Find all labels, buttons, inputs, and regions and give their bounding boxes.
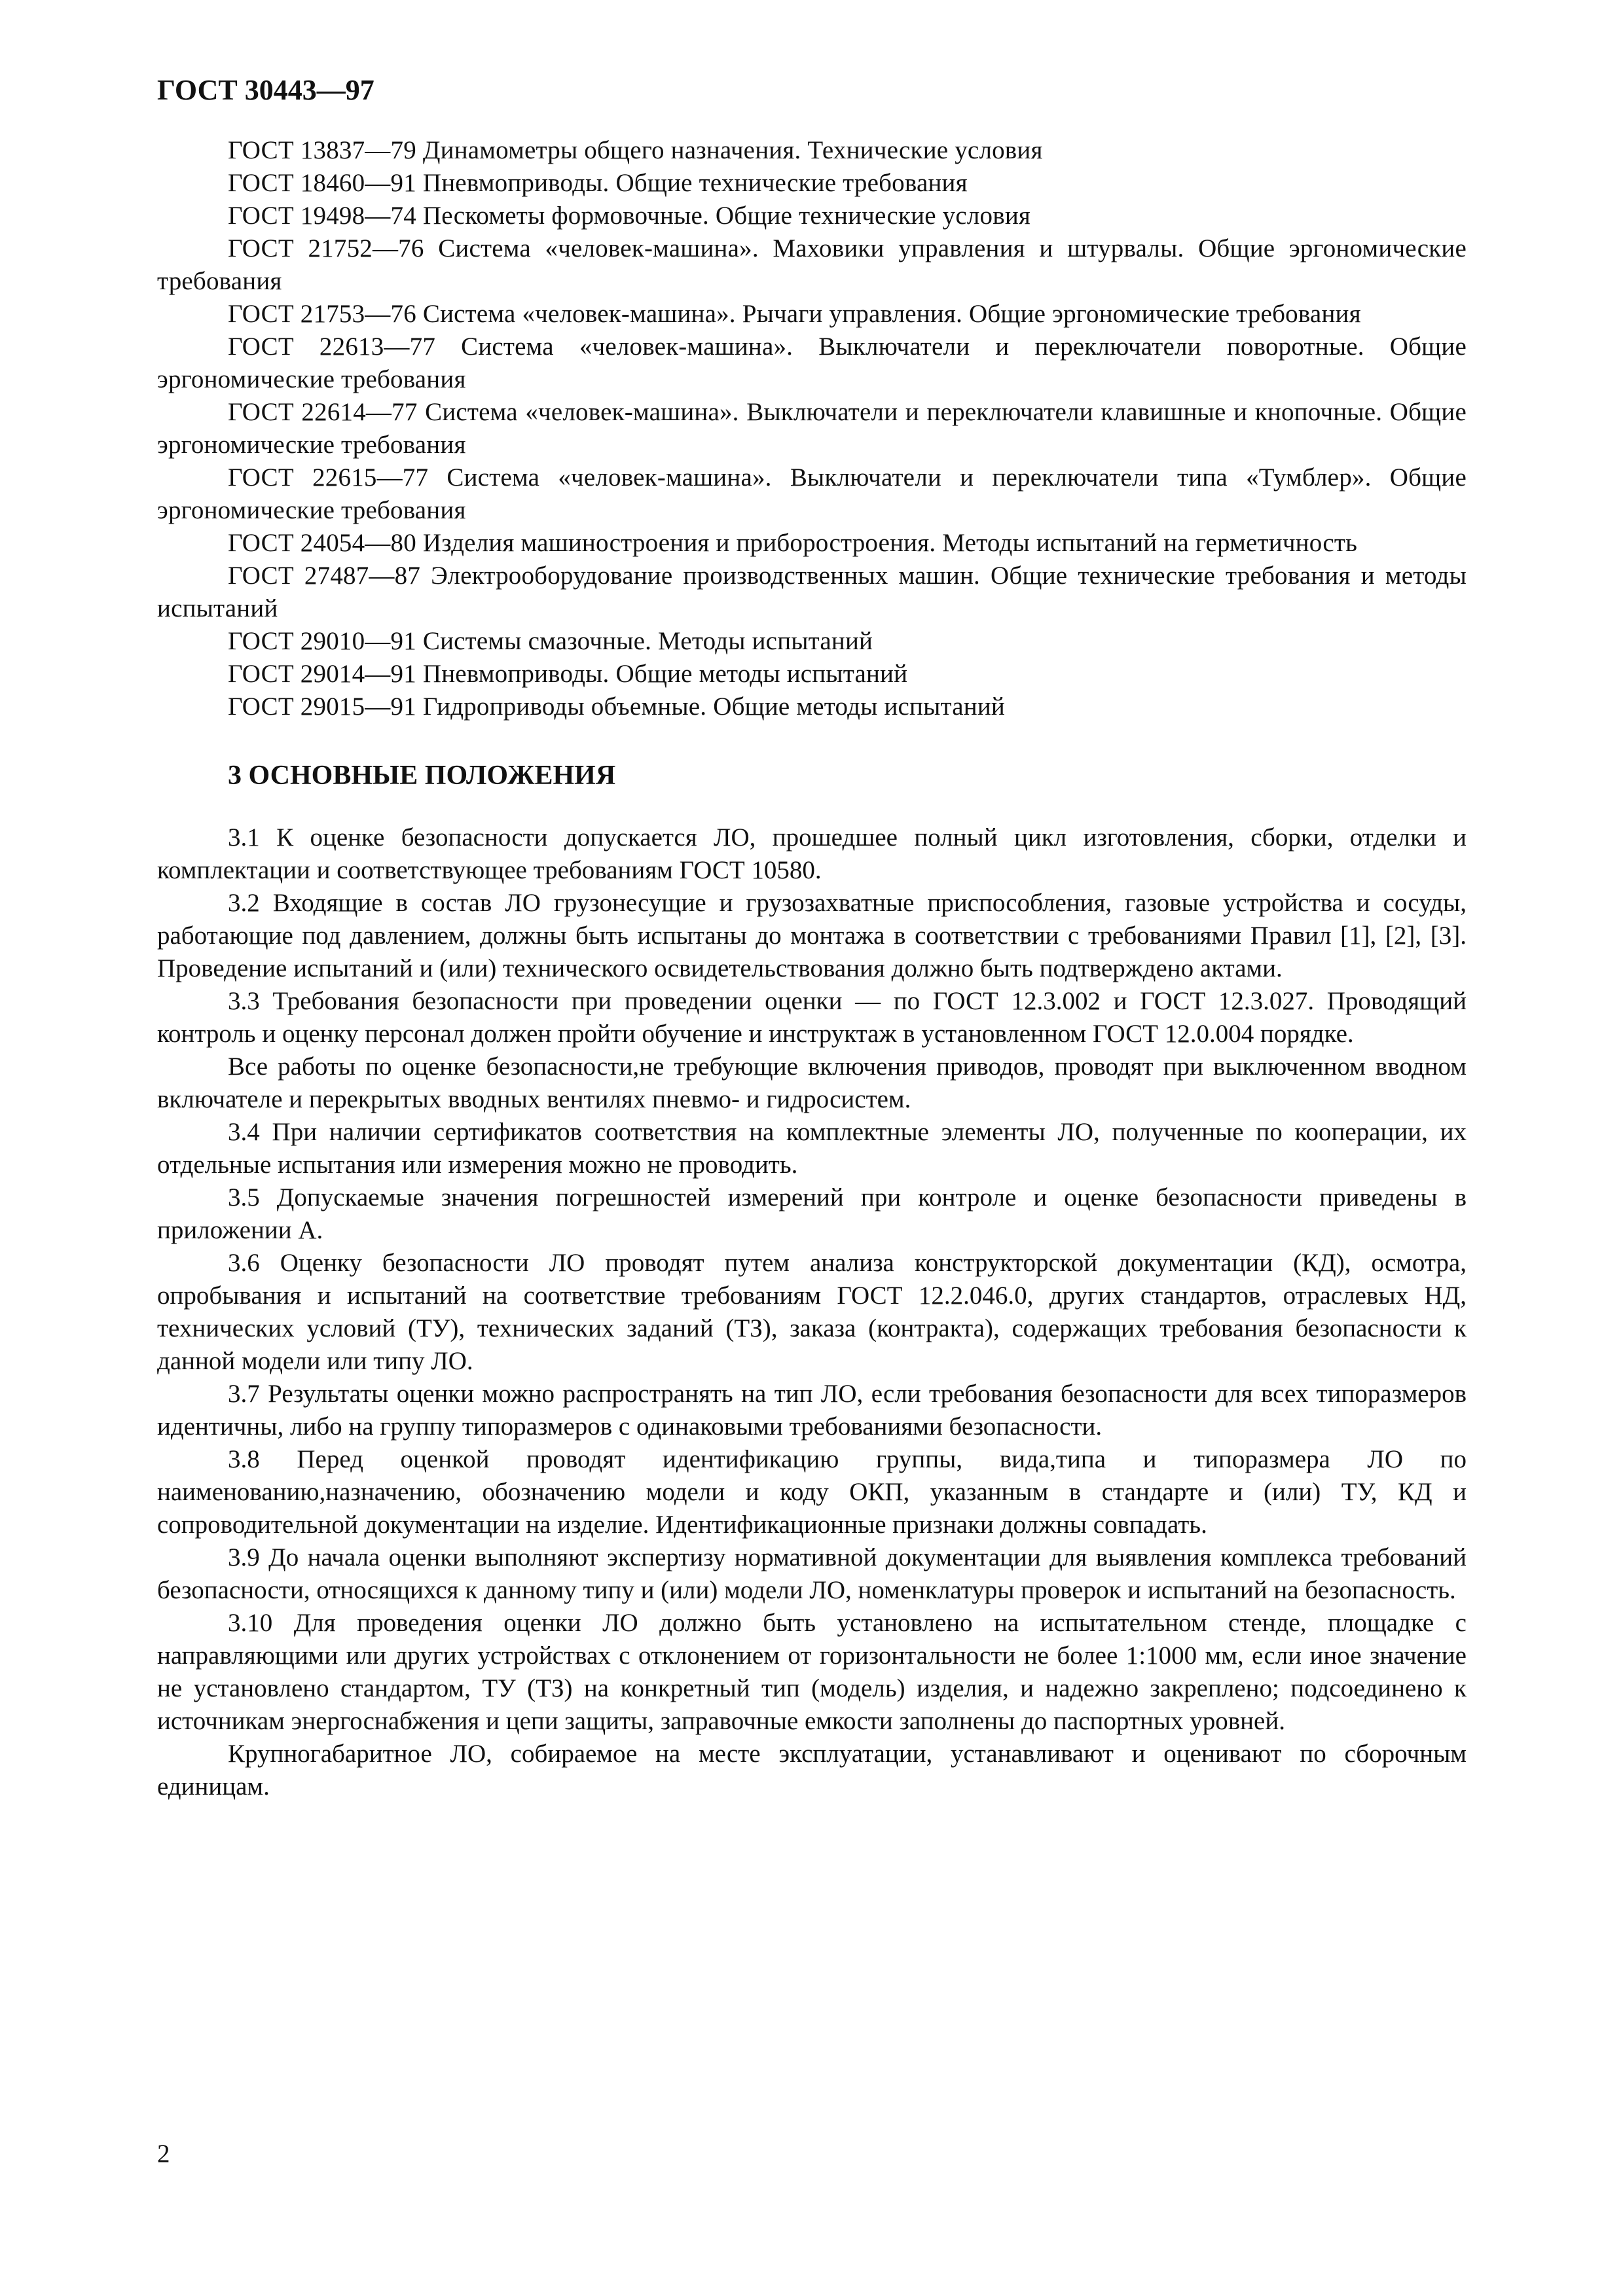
paragraph: 3.8 Перед оценкой проводят идентификацию группы, вида,типа и типоразмера ЛО по наименованию,назначению, обозначению модели и коду ОКП, указанным в стандарте и (или) ТУ, КД и сопроводительной документации на изделие. Идентификационные признаки должны совпадать. bbox=[157, 1445, 1467, 1539]
reference-item: ГОСТ 22613—77 Система «человек-машина». Выключатели и переключатели поворотные. Общие эргономические требования bbox=[157, 332, 1467, 393]
paragraph: 3.10 Для проведения оценки ЛО должно быть установлено на испытательном стенде, площадке с направляющими или других устройствах с отклонением от горизонтальности не более 1:1000 мм, если иное значение не установлено стандартом, ТУ (ТЗ) на конкретный тип (модель) изделия, и надежно закреплено; подсоединено к источникам энергоснабжения и цепи защиты, заправочные емкости заполнены до паспортных уровней. bbox=[157, 1609, 1467, 1735]
reference-item: ГОСТ 29015—91 Гидроприводы объемные. Общие методы испытаний bbox=[228, 692, 1005, 721]
paragraph: 3.7 Результаты оценки можно распространять на тип ЛО, если требования безопасности для всех типоразмеров идентичны, либо на группу типоразмеров с одинаковыми требованиями безопасности. bbox=[157, 1380, 1467, 1441]
section-title: 3 ОСНОВНЫЕ ПОЛОЖЕНИЯ bbox=[228, 761, 616, 791]
paragraph: 3.5 Допускаемые значения погрешностей измерений при контроле и оценке безопасности приведены в приложении А. bbox=[157, 1183, 1467, 1244]
reference-item: ГОСТ 29010—91 Системы смазочные. Методы испытаний bbox=[228, 627, 873, 655]
paragraph: Крупногабаритное ЛО, собираемое на месте эксплуатации, устанавливают и оценивают по сборочным единицам. bbox=[157, 1740, 1467, 1801]
reference-item: ГОСТ 24054—80 Изделия машиностроения и приборостроения. Методы испытаний на герметичность bbox=[228, 529, 1358, 557]
reference-item: ГОСТ 22615—77 Система «человек-машина». Выключатели и переключатели типа «Тумблер». Общие эргономические требования bbox=[157, 463, 1467, 524]
document-body bbox=[157, 134, 1467, 1803]
document-header: ГОСТ 30443—97 bbox=[157, 74, 374, 106]
reference-item: ГОСТ 18460—91 Пневмоприводы. Общие технические требования bbox=[228, 169, 968, 197]
reference-item: ГОСТ 19498—74 Пескометы формовочные. Общие технические условия bbox=[228, 202, 1031, 230]
reference-item: ГОСТ 21752—76 Система «человек-машина». Маховики управления и штурвалы. Общие эргономические требования bbox=[157, 234, 1467, 295]
paragraph: 3.2 Входящие в состав ЛО грузонесущие и грузозахватные приспособления, газовые устройства и сосуды, работающие под давлением, должны быть испытаны до монтажа в соответствии с требованиями Правил [1], [2], [3]. Проведение испытаний и (или) технического освидетельствования должно быть подтверждено актами. bbox=[157, 889, 1467, 982]
reference-item: ГОСТ 13837—79 Динамометры общего назначения. Технические условия bbox=[228, 136, 1043, 164]
paragraph: 3.1 К оценке безопасности допускается ЛО, прошедшее полный цикл изготовления, сборки, отделки и комплектации и соответствующее требованиям ГОСТ 10580. bbox=[157, 823, 1467, 884]
section-body bbox=[157, 821, 1467, 1803]
paragraph: 3.6 Оценку безопасности ЛО проводят путем анализа конструкторской документации (КД), осмотра, опробывания и испытаний на соответствие требованиям ГОСТ 12.2.046.0, других стандартов, отраслевых НД, технических условий (ТУ), технических заданий (ТЗ), заказа (контракта), содержащих требования безопасности к данной модели или типу ЛО. bbox=[157, 1249, 1467, 1375]
page-number: 2 bbox=[157, 2140, 170, 2168]
reference-item: ГОСТ 21753—76 Система «человек-машина». Рычаги управления. Общие эргономические требования bbox=[228, 300, 1361, 328]
reference-item: ГОСТ 27487—87 Электрооборудование производственных машин. Общие технические требования и методы испытаний bbox=[157, 562, 1467, 622]
references-list bbox=[157, 134, 1467, 723]
paragraph: 3.3 Требования безопасности при проведении оценки — по ГОСТ 12.3.002 и ГОСТ 12.3.027. Проводящий контроль и оценку персонал должен пройти обучение и инструктаж в установленном ГОСТ 12.0.004 порядке. bbox=[157, 987, 1467, 1048]
paragraph: 3.9 До начала оценки выполняют экспертизу нормативной документации для выявления комплекса требований безопасности, относящихся к данному типу и (или) модели ЛО, номенклатуры проверок и испытаний на безопасность. bbox=[157, 1543, 1467, 1604]
paragraph: 3.4 При наличии сертификатов соответствия на комплектные элементы ЛО, полученные по кооперации, их отдельные испытания или измерения можно не проводить. bbox=[157, 1118, 1467, 1179]
paragraph: Все работы по оценке безопасности,не требующие включения приводов, проводят при выключенном вводном включателе и перекрытых вводных вентилях пневмо- и гидросистем. bbox=[157, 1052, 1467, 1113]
reference-item: ГОСТ 22614—77 Система «человек-машина». Выключатели и переключатели клавишные и кнопочные. Общие эргономические требования bbox=[157, 398, 1467, 459]
reference-item: ГОСТ 29014—91 Пневмоприводы. Общие методы испытаний bbox=[228, 660, 908, 688]
